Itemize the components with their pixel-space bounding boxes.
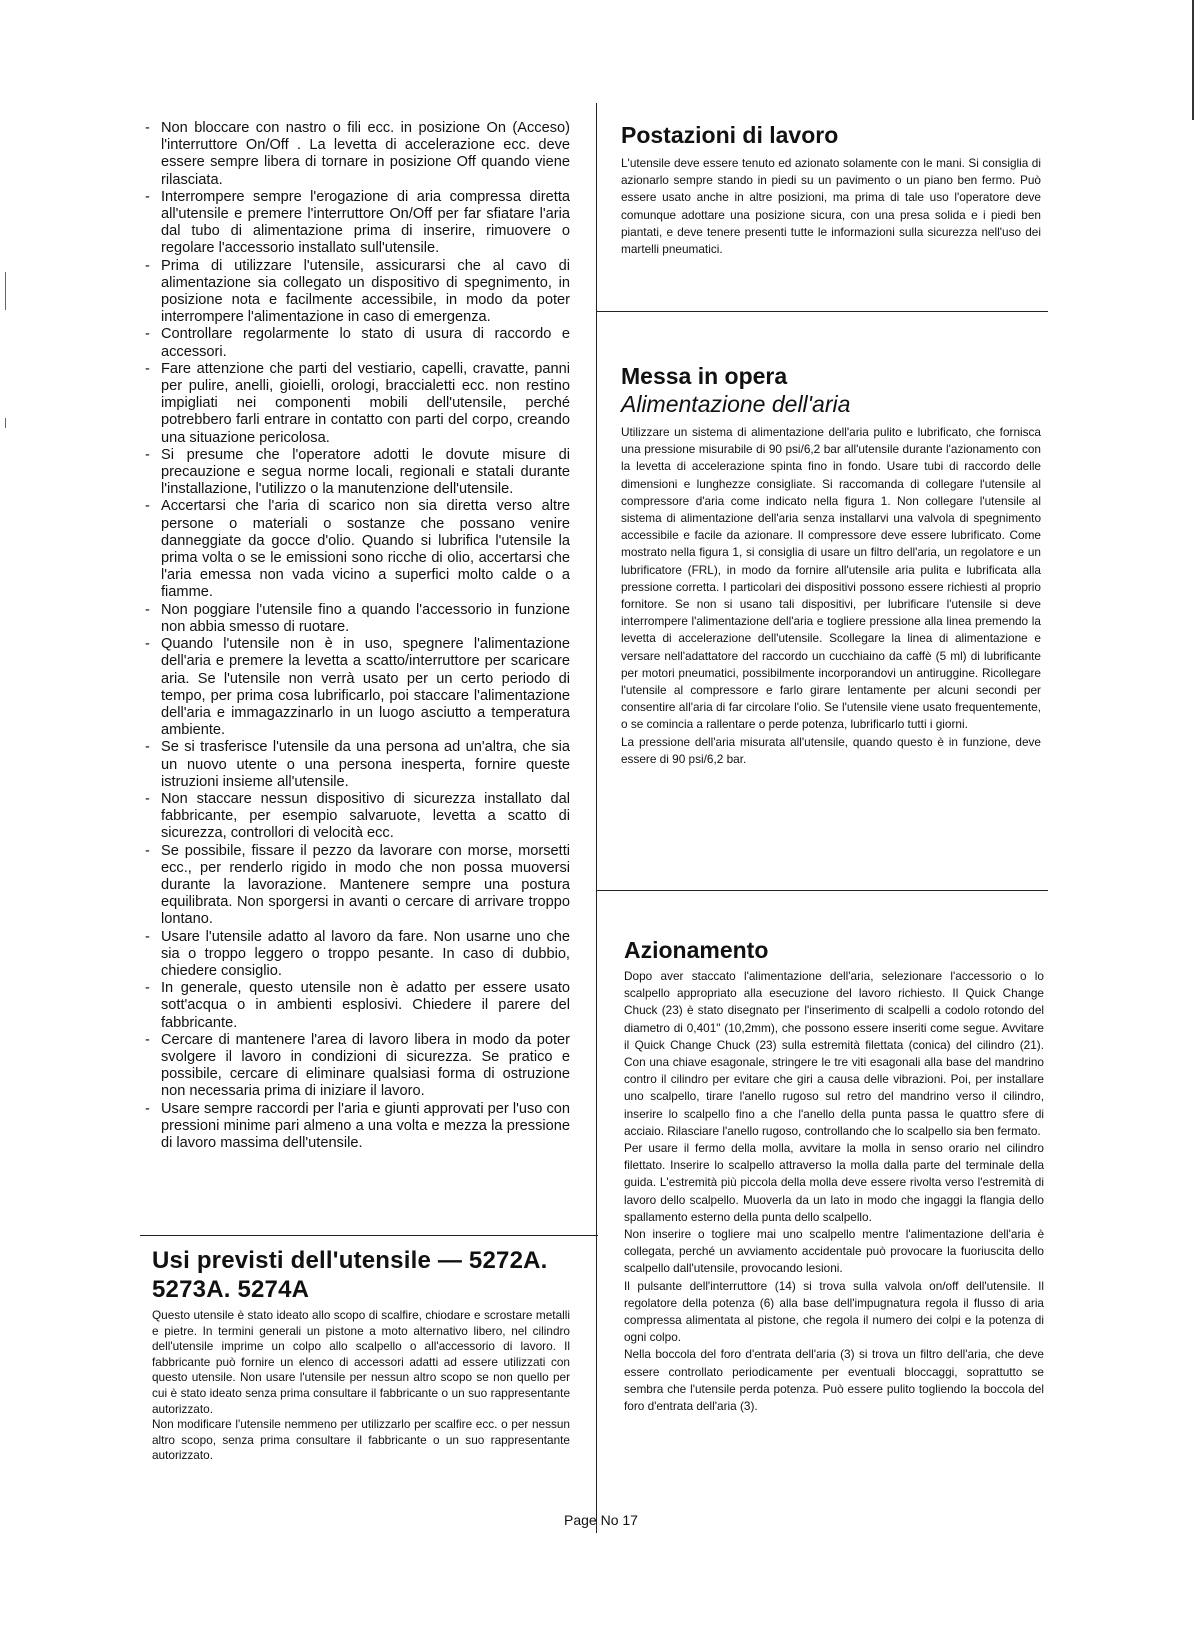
operation-paragraph: Nella boccola del foro d'entrata dell'aria (3) si trova un filtro dell'aria, che deve essere controllato periodicamente per eventuali bloccaggi, soprattutto se sembra che l'utensile perda potenza. Può essere pulito togliendo la boccola del foro d'entrata dell'aria (3).: [624, 1347, 1044, 1414]
operation-heading: Azionamento: [624, 937, 769, 963]
safety-bullet: - Controllare regolarmente lo stato di usura di raccordo e accessori.: [145, 326, 570, 360]
safety-bullet: - Se si trasferisce l'utensile da una persona ad un'altra, che sia un nuovo utente o una persona inesperta, fornire queste istruzioni insieme all'utensile.: [145, 739, 570, 791]
setup-section: [621, 362, 1041, 768]
setup-heading: Messa in opera: [621, 363, 788, 389]
intended-use-paragraph: Non modificare l'utensile nemmeno per utilizzarlo per scalfire ecc. o per nessun altro scopo, senza prima consultare il fabbricante o un suo rappresentante autorizzato.: [152, 1417, 570, 1463]
scan-margin-mark: [5, 418, 6, 428]
air-supply-subheading: Alimentazione dell'aria: [621, 391, 851, 417]
operation-section: [624, 936, 1044, 1415]
setup-paragraph: Utilizzare un sistema di alimentazione dell'aria pulito e lubrificato, che fornisca una pressione misurabile di 90 psi/6,2 bar all'utensile durante l'azionamento con la levetta di accelerazione spinta fino in fondo. Usare tubi di raccordo delle dimensioni e lunghezze consigliate. Si raccomanda di collegare l'utensile al compressore d'aria come indicato nella figura 1. Non collegare l'utensile al sistema di alimentazione dell'aria senza installarvi una valvola di spegnimento accessibile e facile da azionare. Il compressore deve essere lubrificato. Come mostrato nella figura 1, si consiglia di usare un filtro dell'aria, un regolatore e un lubrificatore (FRL), in modo da fornire all'utensile aria pulita e lubrificata alla pressione corretta. I particolari dei dispositivi possono essere richiesti al proprio fornitore. Se non si usano tali dispositivi, per lubrificare l'utensile si deve interrompere l'alimentazione dell'aria e togliere pressione alla linea premendo la levetta di accelerazione dell'utensile. Scollegare la linea di alimentazione e versare nell'adattatore del raccordo un cucchiaino da caffè (5 ml) di lubrificante per motori pneumatici, possibilmente incorporandovi un antiruggine. Ricollegare l'utensile al compressore e farlo girare lentamente per alcuni secondi per consentire all'aria di far circolare l'olio. Se l'utensile viene usato frequentemente, o se comincia a rallentare o perde potenza, lubrificarlo tutti i giorni.: [621, 425, 1041, 732]
safety-bullet-list: [145, 120, 570, 1152]
workstation-heading: Postazioni di lavoro: [621, 122, 839, 148]
section-divider: [140, 1235, 598, 1236]
setup-paragraph: La pressione dell'aria misurata all'utensile, quando questo è in funzione, deve essere di 90 psi/6,2 bar.: [621, 734, 1041, 766]
safety-bullet: - Si presume che l'operatore adotti le dovute misure di precauzione e segua norme locali, regionali e statali durante l'installazione, l'utilizzo o la manutenzione dell'utensile.: [145, 447, 570, 499]
scan-margin-mark: [5, 272, 6, 310]
safety-bullet: - Non bloccare con nastro o fili ecc. in posizione On (Acceso) l'interruttore On/Off . La levetta di accelerazione ecc. deve essere sempre libera di tornare in posizione Off quando viene rilasciata.: [145, 120, 570, 189]
safety-bullet: - Prima di utilizzare l'utensile, assicurarsi che al cavo di alimentazione sia collegato un dispositivo di spegnimento, in posizione nota e facilmente accessibile, in modo da poter interrompere l'alimentazione in caso di emergenza.: [145, 258, 570, 327]
safety-bullet: - Usare l'utensile adatto al lavoro da fare. Non usarne uno che sia o troppo leggero o troppo pesante. In caso di dubbio, chiedere consiglio.: [145, 929, 570, 981]
safety-bullet: - Accertarsi che l'aria di scarico non sia diretta verso altre persone o materiali o sostanze che possano venire danneggiate da gocce d'olio. Quando si lubrifica l'utensile la prima volta o se le emissioni sono ricche di olio, accertarsi che l'aria emessa non vada vicino a superfici molto calde o a fiamme.: [145, 498, 570, 601]
column-divider: [596, 103, 597, 1533]
intended-use-heading: Usi previsti dell'utensile — 5272A. 5273A. 5274A: [152, 1247, 548, 1303]
workstation-section: [621, 121, 1041, 258]
page-footer: [0, 1512, 1198, 1528]
intended-use-paragraph: Questo utensile è stato ideato allo scopo di scalfire, chiodare e scrostare metalli e pietre. In termini generali un pistone a moto alternativo libero, nel cilindro dell'utensile imprime un colpo allo scalpello o all'accessorio di lavoro. Il fabbricante può fornire un elenco di accessori adatti ad essere utilizzati con questo utensile. Non usare l'utensile per nessun altro scopo se non quello per cui è stato ideato senza prima consultare il fabbricante o un suo rappresentante autorizzato.: [152, 1308, 570, 1416]
safety-instructions-column: [145, 120, 570, 1152]
safety-bullet: - Cercare di mantenere l'area di lavoro libera in modo da poter svolgere il lavoro in condizioni di sicurezza. Se pratico e possibile, cercare di eliminare qualsiasi forma di ostruzione non necessaria prima di iniziare il lavoro.: [145, 1032, 570, 1101]
safety-bullet: - Non poggiare l'utensile fino a quando l'accessorio in funzione non abbia smesso di ruotare.: [145, 602, 570, 636]
operation-paragraph: Non inserire o togliere mai uno scalpello mentre l'alimentazione dell'aria è collegata, perché un avviamento accidentale può provocare la fuoriuscita dello scalpello dall'utensile, provocando lesioni.: [624, 1227, 1044, 1276]
safety-bullet: - Quando l'utensile non è in uso, spegnere l'alimentazione dell'aria e premere la levetta a scatto/interruttore per scaricare aria. Se l'utensile non verrà usato per un certo periodo di tempo, per prima cosa lubrificarlo, poi staccare l'alimentazione dell'aria e immagazzinarlo in un luogo asciutto a temperatura ambiente.: [145, 636, 570, 739]
workstation-paragraph: L'utensile deve essere tenuto ed azionato solamente con le mani. Si consiglia di azionarlo sempre stando in piedi su un pavimento o un piano ben fermo. Può essere usato anche in altre posizioni, ma prima di tale uso l'operatore deve comunque adottare una posizione sicura, con una presa solida e i piedi ben piantati, e deve tenere presenti tutte le informazioni sulla sicurezza nell'uso dei martelli pneumatici.: [621, 156, 1041, 257]
scan-edge-line: [1192, 0, 1194, 120]
safety-bullet: - In generale, questo utensile non è adatto per essere usato sott'acqua o in ambienti esplosivi. Chiedere il parere del fabbricante.: [145, 980, 570, 1032]
safety-bullet: - Se possibile, fissare il pezzo da lavorare con morse, morsetti ecc., per renderlo rigido in modo che non possa muoversi durante la lavorazione. Mantenere sempre una postura equilibrata. Non sporgersi in avanti o cercare di arrivare troppo lontano.: [145, 843, 570, 929]
section-divider: [596, 311, 1048, 312]
intended-use-section: [152, 1246, 570, 1464]
safety-bullet: - Fare attenzione che parti del vestiario, capelli, cravatte, panni per pulire, anelli, gioielli, orologi, braccialetti ecc. non restino impigliati nei componenti mobili dell'utensile, perché potrebbero farli entrare in contatto con parti del corpo, creando una situazione pericolosa.: [145, 361, 570, 447]
safety-bullet: - Interrompere sempre l'erogazione di aria compressa diretta all'utensile e premere l'interruttore On/Off per far sfiatare l'aria dal tubo di alimentazione prima di inserire, rimuovere o regolare l'accessorio installato sull'utensile.: [145, 189, 570, 258]
operation-paragraph: Il pulsante dell'interruttore (14) si trova sulla valvola on/off dell'utensile. Il regolatore della potenza (6) alla base dell'impugnatura regola il flusso di aria compressa alimentata al pistone, che regola il numero dei colpi e la potenza di ogni colpo.: [624, 1278, 1044, 1345]
operation-paragraph: Dopo aver staccato l'alimentazione dell'aria, selezionare l'accessorio o lo scalpello appropriato alla esecuzione del lavoro richiesto. Il Quick Change Chuck (23) è stato disegnato per l'inserimento di scalpelli a codolo rotondo del diametro di 0,401" (10,2mm), che possono essere inseriti come segue. Avvitare il Quick Change Chuck (23) sulla estremità filettata (conica) del cilindro (21). Con una chiave esagonale, stringere le tre viti esagonali alla base del mandrino contro il cilindro per evitare che giri a causa delle vibrazioni. Poi, per installare uno scalpello, tirare l'anello rugoso sul retro del mandrino verso il cilindro, inserire lo scalpello fino a che l'anello della punta passa le quattro sfere di acciaio. Rilasciare l'anello rugoso, controllando che lo scalpello sia ben fermato.: [624, 969, 1044, 1138]
safety-bullet: - Non staccare nessun dispositivo di sicurezza installato dal fabbricante, per esempio salvaruote, levetta a scatto di sicurezza, controllori di velocità ecc.: [145, 791, 570, 843]
page-number: Page No 17: [564, 1512, 638, 1528]
operation-paragraph: Per usare il fermo della molla, avvitare la molla in senso orario nel cilindro filettato. Inserire lo scalpello attraverso la molla dalla parte del terminale della guida. L'estremità più piccola della molla deve essere rivolta verso l'estremità di lavoro dello scalpello. Muoverla da un lato in modo che ingaggi la flangia dello spallamento esterno della punta dello scalpello.: [624, 1141, 1044, 1224]
section-divider: [596, 890, 1048, 891]
safety-bullet: - Usare sempre raccordi per l'aria e giunti approvati per l'uso con pressioni minime pari almeno a una volta e mezza la pressione di lavoro massima dell'utensile.: [145, 1101, 570, 1153]
